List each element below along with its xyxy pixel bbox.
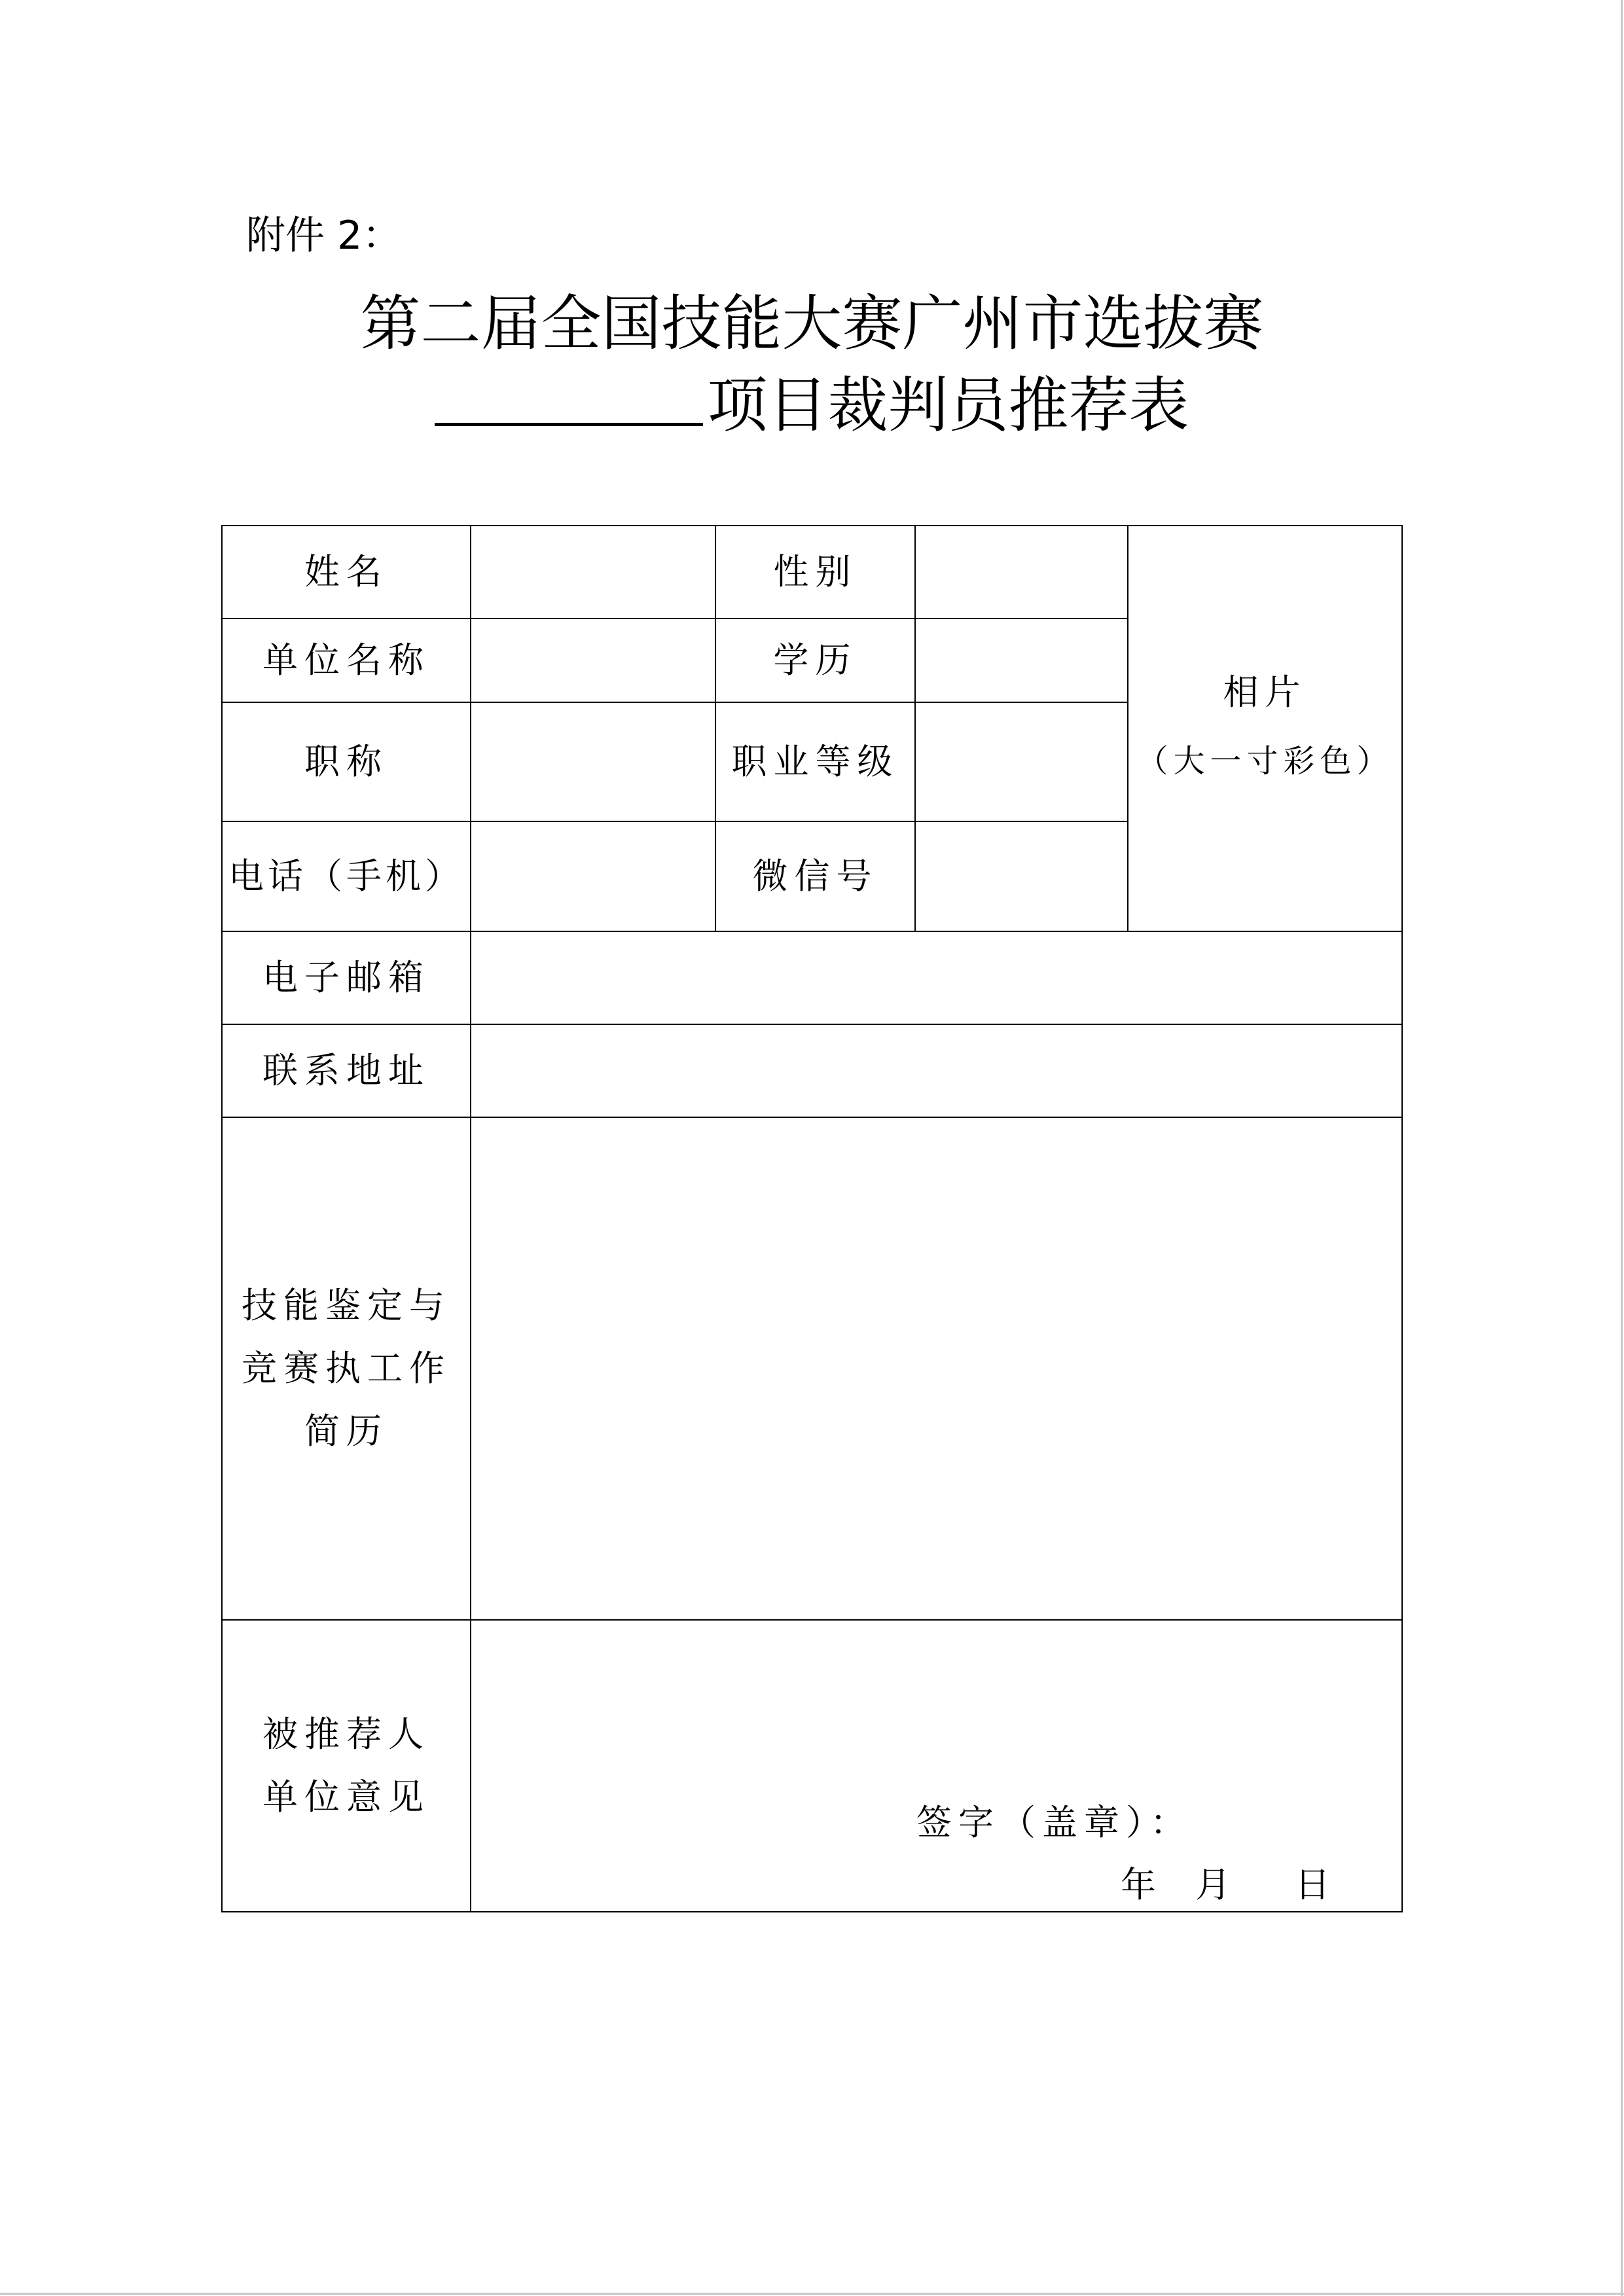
phone-label: 电话（手机） [228,855,464,897]
name-label-cell [221,525,471,619]
phone-label-cell [221,821,471,932]
phone-value-cell[interactable] [470,821,716,932]
form-title-line1: 第二届全国技能大赛广州市选拔赛 [360,289,1264,359]
vocational-level-label: 职业等级 [731,741,899,782]
address-value-cell[interactable] [470,1024,1403,1118]
education-value-cell[interactable] [914,618,1128,703]
vocational-level-label-cell [715,702,916,822]
unit-name-value-cell[interactable] [470,618,716,703]
resume-label-line: 竞赛执工作 [242,1348,451,1389]
signature-label: 签字（盖章）： [916,1802,1192,1843]
gender-label: 性别 [773,551,857,592]
photo-label: 相片 [1223,672,1307,713]
title-label: 职称 [304,741,388,782]
form-title-line2-text: 项目裁判员推荐表 [707,370,1189,440]
photo-cell[interactable] [1127,525,1403,932]
page-edge-bottom [0,2293,1624,2295]
unit-opinion-label-line: 被推荐人 [262,1713,430,1755]
vocational-level-value-cell[interactable] [914,702,1128,822]
title-label-cell [221,702,471,822]
address-label: 联系地址 [262,1050,430,1091]
wechat-label-cell [715,821,916,932]
wechat-value-cell[interactable] [914,821,1128,932]
gender-label-cell [715,525,916,619]
email-label-cell [221,931,471,1025]
resume-value-cell[interactable] [470,1117,1403,1621]
name-label: 姓名 [304,551,388,592]
name-value-cell[interactable] [470,525,716,619]
resume-label-line: 简历 [304,1410,388,1452]
resume-label-cell [221,1117,471,1621]
unit-name-label: 单位名称 [262,639,430,681]
title-value-cell[interactable] [470,702,716,822]
unit-name-label-cell [221,618,471,703]
date-year-label: 年 [1121,1864,1156,1905]
resume-label-line: 技能鉴定与 [242,1285,451,1326]
photo-note: （大一寸彩色） [1136,743,1394,780]
date-day-label: 日 [1295,1864,1330,1905]
resume-label [242,1274,451,1463]
date-month-label: 月 [1195,1864,1231,1905]
email-label: 电子邮箱 [262,957,430,998]
gender-value-cell[interactable] [914,525,1128,619]
education-label: 学历 [773,639,857,681]
unit-opinion-label [262,1703,430,1829]
attachment-label: 附件 2： [246,213,402,259]
email-value-cell[interactable] [470,931,1403,1025]
address-label-cell [221,1024,471,1118]
education-label-cell [715,618,916,703]
form-title-line2 [0,367,1624,445]
project-name-blank[interactable] [435,369,703,426]
unit-opinion-value-cell[interactable] [470,1619,1403,1912]
wechat-label: 微信号 [752,855,878,897]
unit-opinion-label-cell [221,1619,471,1912]
unit-opinion-label-line: 单位意见 [262,1776,430,1818]
